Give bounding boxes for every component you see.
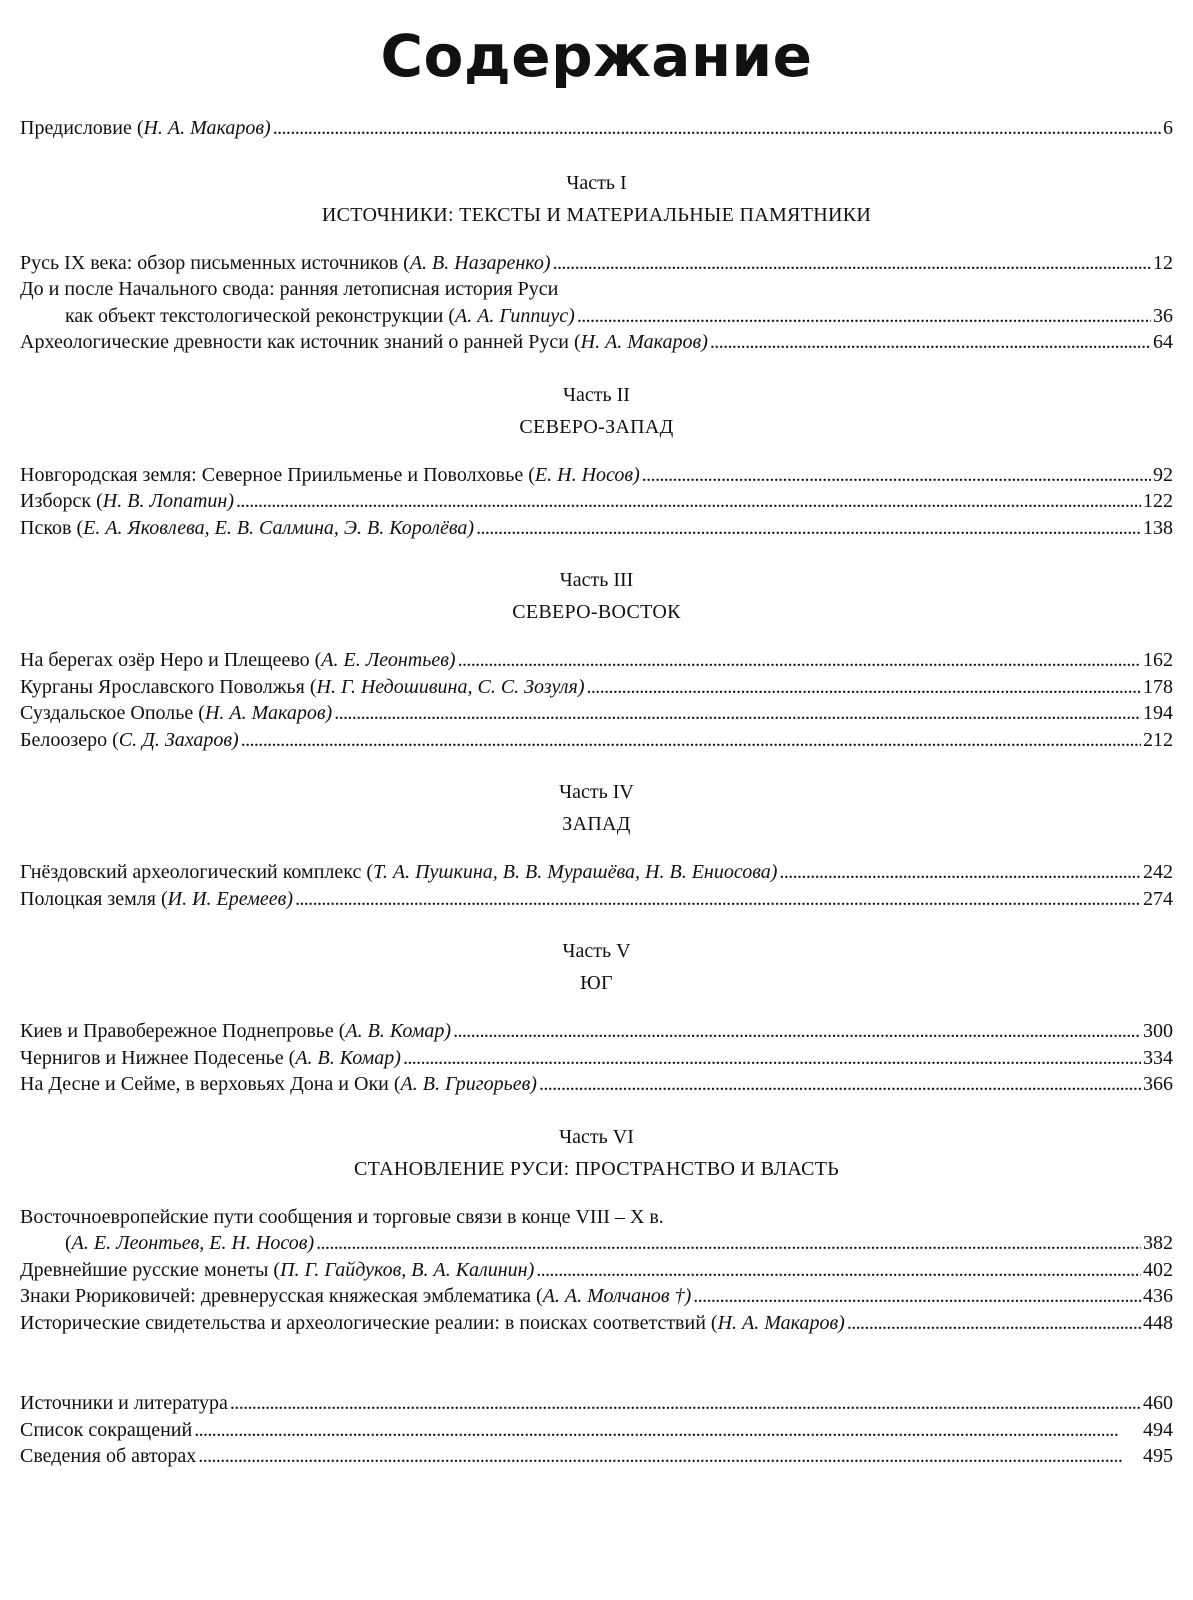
entry-page: 494 — [1143, 1418, 1173, 1441]
entry-author: Т. А. Пушкина, В. В. Мурашёва, Н. В. Ениосова) — [373, 861, 778, 883]
dot-leader — [586, 674, 1141, 701]
entry-title: Русь IX века: обзор письменных источников (А. В. Назаренко) — [20, 251, 551, 274]
entry-page: 402 — [1143, 1258, 1173, 1281]
entry-title: Чернигов и Нижнее Подесенье (А. В. Комар) — [20, 1046, 401, 1069]
entry-author: Н. В. Лопатин) — [102, 490, 235, 512]
part-6-heading — [20, 1124, 1173, 1182]
entry-page: 194 — [1143, 702, 1173, 724]
toc-entry-preface[interactable] — [20, 115, 1173, 142]
entry-title: Полоцкая земля (И. И. Еремеев) — [20, 887, 293, 910]
toc-entry[interactable] — [20, 1230, 1173, 1257]
entry-page: 212 — [1143, 728, 1173, 751]
dot-leader — [458, 647, 1141, 674]
dot-leader — [577, 303, 1151, 330]
entry-title: Новгородская земля: Северное Приильменье и Поволховье (Е. Н. Носов) — [20, 463, 640, 486]
dot-leader — [198, 1443, 1141, 1470]
toc-entry[interactable] — [20, 859, 1173, 886]
toc-entry[interactable] — [20, 886, 1173, 913]
entry-author: А. В. Комар) — [345, 1020, 452, 1042]
toc-entry[interactable] — [20, 1390, 1173, 1417]
entry-page: 366 — [1143, 1073, 1173, 1095]
entry-author: Н. А. Макаров) — [143, 117, 271, 139]
dot-leader — [847, 1310, 1141, 1337]
toc-entry[interactable] — [20, 488, 1173, 515]
entry-title: Суздальское Ополье (Н. А. Макаров) — [20, 702, 333, 724]
dot-leader — [403, 1045, 1141, 1072]
part-4-heading — [20, 779, 1173, 837]
entry-author: Н. А. Макаров) — [204, 702, 333, 724]
entry-page: 92 — [1153, 463, 1173, 486]
entry-title-line[interactable]: До и после Начального свода: ранняя летописная история Руси — [20, 278, 559, 300]
entry-title: На Десне и Сейме, в верховьях Дона и Оки (А. В. Григорьев) — [20, 1073, 537, 1095]
part-label: Часть VI — [559, 1125, 634, 1148]
dot-leader — [453, 1018, 1141, 1045]
toc-entry[interactable] — [20, 462, 1173, 489]
toc-entry[interactable] — [20, 1283, 1173, 1310]
entry-page: 6 — [1163, 117, 1173, 139]
part-5-entries — [20, 1018, 1173, 1098]
entry-page: 300 — [1143, 1020, 1173, 1042]
dot-leader — [476, 515, 1141, 542]
entry-page: 12 — [1153, 251, 1173, 274]
table-of-contents — [20, 115, 1173, 1470]
entry-title: Знаки Рюриковичей: древнерусская княжеская эмблематика (А. А. Молчанов †) — [20, 1285, 692, 1307]
part-label: Часть III — [559, 569, 634, 591]
part-1-heading — [20, 170, 1173, 228]
entry-page: 138 — [1143, 516, 1173, 539]
entry-title: Гнёздовский археологический комплекс (Т. А. Пушкина, В. В. Мурашёва, Н. В. Ениосова) — [20, 861, 778, 883]
entry-title: (А. Е. Леонтьев, Е. Н. Носов) — [65, 1232, 315, 1254]
entry-page: 242 — [1143, 861, 1173, 883]
dot-leader — [710, 329, 1151, 356]
entry-title: как объект текстологической реконструкции (А. А. Гиппиус) — [65, 304, 575, 327]
part-5-heading — [20, 938, 1173, 996]
entry-page: 64 — [1153, 331, 1173, 353]
toc-entry[interactable] — [20, 1071, 1173, 1098]
entry-title: Источники и литература — [20, 1392, 228, 1414]
part-3-entries — [20, 647, 1173, 753]
entry-author: А. Е. Леонтьев, Е. Н. Носов) — [71, 1232, 315, 1254]
dot-leader — [779, 859, 1141, 886]
entry-title: Древнейшие русские монеты (П. Г. Гайдуков, В. А. Калинин) — [20, 1258, 535, 1281]
part-title: СЕВЕРО-ВОСТОК — [512, 601, 681, 623]
entry-author: Н. А. Макаров) — [580, 331, 708, 353]
dot-leader — [230, 1390, 1141, 1417]
entry-title: Псков (Е. А. Яковлева, Е. В. Салмина, Э. В. Королёва) — [20, 516, 475, 539]
toc-entry[interactable] — [20, 1018, 1173, 1045]
entry-author: А. Е. Леонтьев) — [321, 649, 456, 671]
entry-author: И. И. Еремеев) — [167, 887, 293, 910]
part-3-heading — [20, 567, 1173, 625]
entry-title: Список сокращений — [20, 1418, 193, 1441]
toc-entry[interactable] — [20, 727, 1173, 754]
appendix-entries — [20, 1390, 1173, 1470]
entry-author: А. А. Молчанов †) — [542, 1285, 692, 1307]
entry-page: 448 — [1143, 1311, 1173, 1334]
toc-entry[interactable] — [20, 700, 1173, 727]
dot-leader — [693, 1283, 1141, 1310]
part-label: Часть IV — [559, 781, 634, 803]
entry-title: Белоозеро (С. Д. Захаров) — [20, 728, 239, 751]
part-title: ЮГ — [580, 972, 613, 994]
entry-author: Е. А. Яковлева, Е. В. Салмина, Э. В. Королёва) — [83, 516, 475, 539]
dot-leader — [334, 700, 1141, 727]
entry-title: Изборск (Н. В. Лопатин) — [20, 490, 235, 512]
dot-leader — [553, 250, 1151, 277]
dot-leader — [642, 462, 1151, 489]
part-title: ИСТОЧНИКИ: ТЕКСТЫ И МАТЕРИАЛЬНЫЕ ПАМЯТНИКИ — [321, 203, 872, 226]
part-title: СТАНОВЛЕНИЕ РУСИ: ПРОСТРАНСТВО И ВЛАСТЬ — [353, 1157, 840, 1180]
entry-author: Н. А. Макаров) — [717, 1311, 845, 1334]
toc-entry[interactable] — [20, 515, 1173, 542]
dot-leader — [236, 488, 1141, 515]
dot-leader — [295, 886, 1141, 913]
dot-leader — [241, 727, 1141, 754]
part-2-entries — [20, 462, 1173, 542]
entry-page: 178 — [1143, 675, 1173, 698]
toc-entry[interactable] — [20, 329, 1173, 356]
part-title: ЗАПАД — [562, 813, 631, 835]
entry-page: 334 — [1143, 1046, 1173, 1069]
entry-page: 382 — [1143, 1232, 1173, 1254]
entry-author: Н. Г. Недошивина, С. С. Зозуля) — [316, 675, 585, 698]
dot-leader — [539, 1071, 1141, 1098]
entry-author: П. Г. Гайдуков, В. А. Калинин) — [280, 1258, 535, 1281]
toc-entry[interactable] — [20, 1310, 1173, 1337]
dot-leader — [194, 1417, 1141, 1444]
entry-title: Киев и Правобережное Поднепровье (А. В. Комар) — [20, 1020, 452, 1042]
page-title: Содержание — [380, 22, 813, 90]
dot-leader — [273, 115, 1161, 142]
preface-section — [20, 115, 1173, 142]
dot-leader — [316, 1230, 1141, 1257]
part-label: Часть V — [562, 940, 631, 962]
part-label: Часть I — [566, 171, 627, 194]
toc-entry[interactable] — [20, 1443, 1173, 1470]
part-title: СЕВЕРО-ЗАПАД — [519, 415, 674, 438]
toc-entry[interactable] — [20, 1417, 1173, 1444]
entry-page: 495 — [1143, 1445, 1173, 1467]
entry-author: А. В. Комар) — [295, 1046, 401, 1069]
entry-page: 436 — [1143, 1285, 1173, 1307]
part-6-entries — [20, 1204, 1173, 1337]
entry-author: Е. Н. Носов) — [534, 463, 640, 486]
toc-entry[interactable] — [20, 1045, 1173, 1072]
entry-title: Сведения об авторах — [20, 1445, 197, 1467]
entry-page: 122 — [1143, 490, 1173, 512]
entry-page: 162 — [1143, 649, 1173, 671]
toc-entry[interactable] — [20, 1257, 1173, 1284]
part-2-heading — [20, 382, 1173, 440]
toc-entry[interactable] — [20, 250, 1173, 277]
entry-title: Предисловие (Н. А. Макаров) — [20, 117, 271, 139]
entry-author: А. В. Назаренко) — [409, 251, 551, 274]
entry-author: А. А. Гиппиус) — [455, 304, 575, 327]
entry-author: С. Д. Захаров) — [118, 728, 239, 751]
toc-entry[interactable] — [20, 647, 1173, 674]
entry-title: На берегах озёр Неро и Плещеево (А. Е. Леонтьев) — [20, 649, 456, 671]
entry-page: 460 — [1143, 1392, 1173, 1414]
entry-page: 36 — [1153, 304, 1173, 327]
dot-leader — [536, 1257, 1141, 1284]
part-1-entries — [20, 250, 1173, 356]
toc-entry[interactable] — [20, 303, 1173, 330]
part-label: Часть II — [563, 383, 630, 406]
entry-author: А. В. Григорьев) — [400, 1073, 537, 1095]
entry-title-line[interactable]: Восточноевропейские пути сообщения и торговые связи в конце VIII – X в. — [20, 1205, 664, 1228]
entry-title: Курганы Ярославского Поволжья (Н. Г. Недошивина, С. С. Зозуля) — [20, 675, 585, 698]
entry-title: Археологические древности как источник знаний о ранней Руси (Н. А. Макаров) — [20, 331, 708, 353]
entry-page: 274 — [1143, 887, 1173, 910]
entry-title: Исторические свидетельства и археологические реалии: в поисках соответствий (Н. А. Макаров) — [20, 1311, 845, 1334]
toc-entry[interactable] — [20, 674, 1173, 701]
part-4-entries — [20, 859, 1173, 912]
